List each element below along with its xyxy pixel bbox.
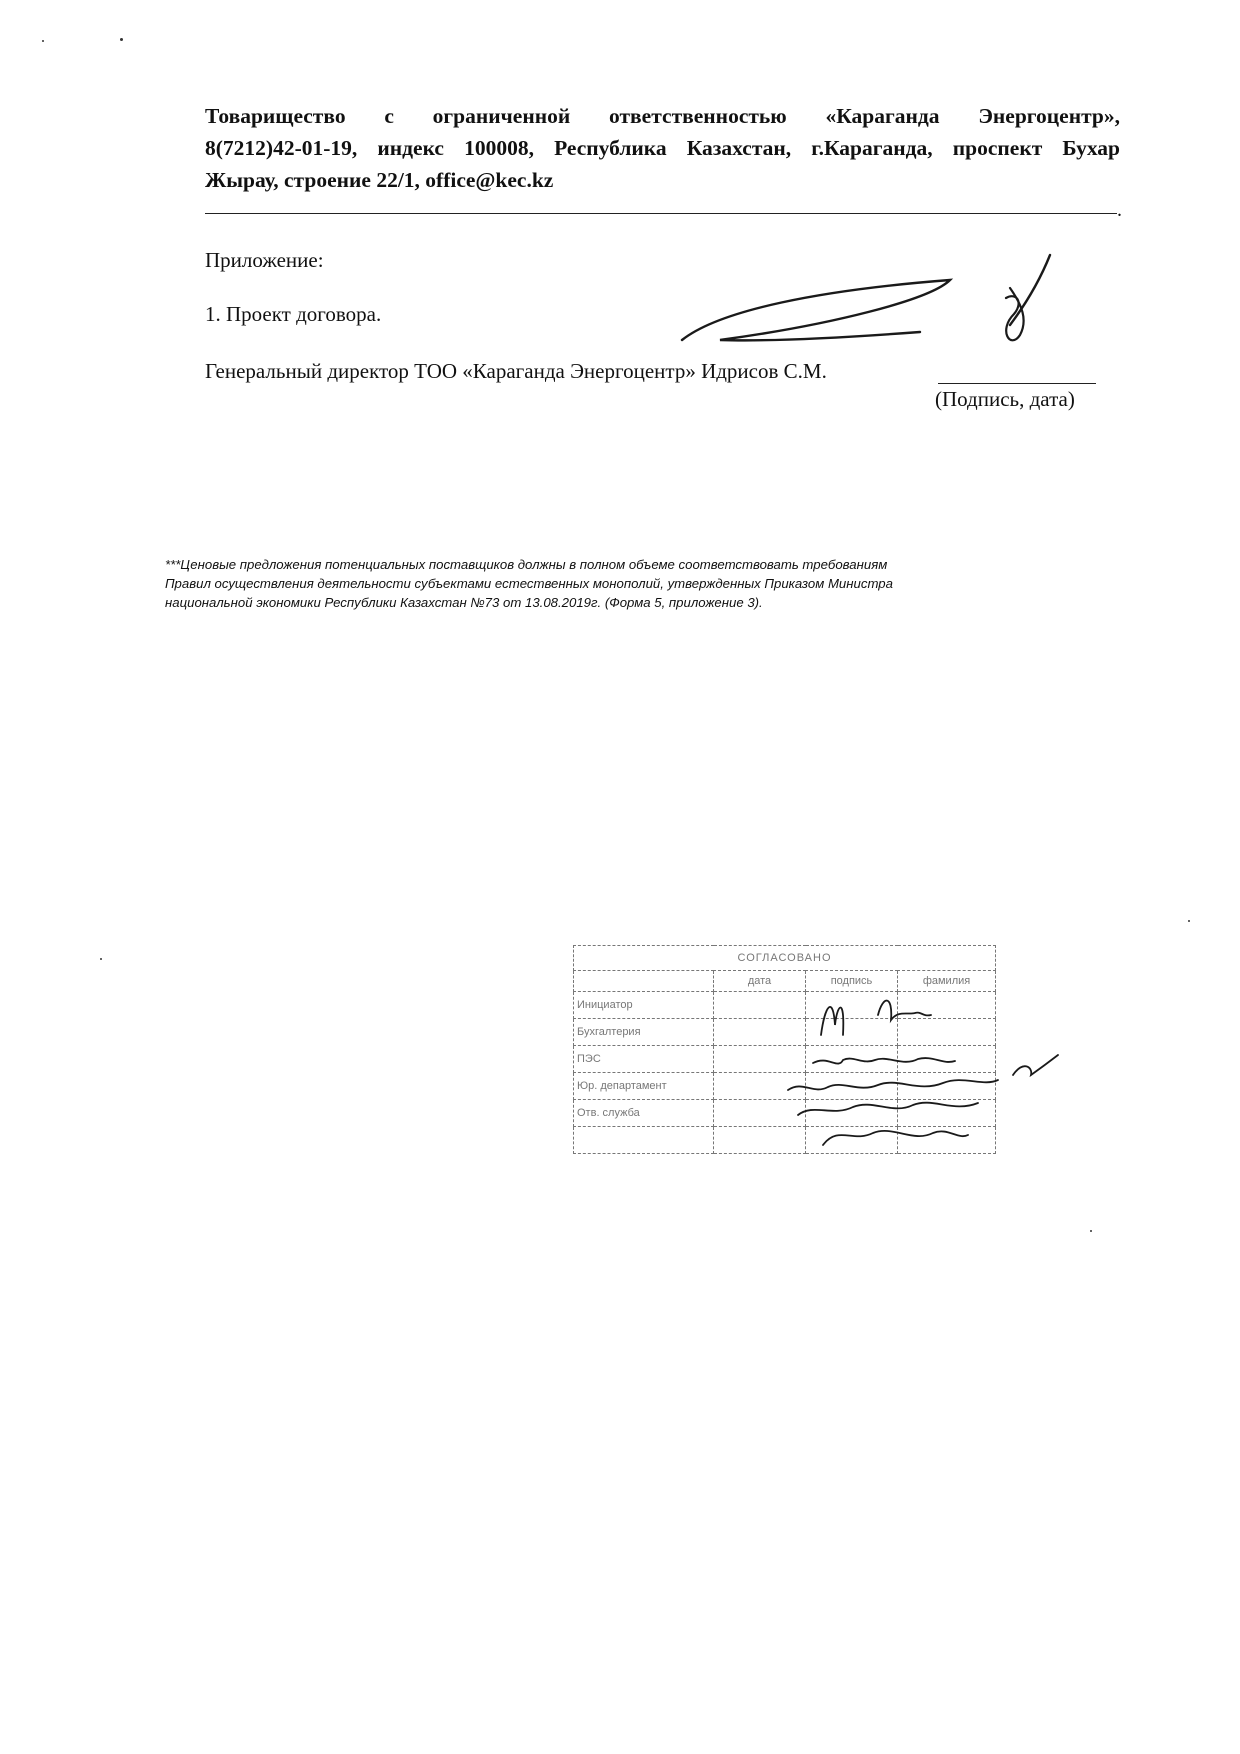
annex-title: Приложение:	[205, 248, 324, 272]
stamp-title: СОГЛАСОВАНО	[574, 946, 996, 971]
scan-speck	[120, 38, 123, 41]
stamp-row	[574, 1073, 996, 1100]
stamp-row	[574, 1019, 996, 1046]
header-line-3: Жырау, строение 22/1, office@kec.kz	[205, 168, 554, 192]
stamp-row-label: Инициатор	[574, 992, 714, 1019]
footnote-line-1: ***Ценовые предложения потенциальных поставщиков должны в полном объеме соответствовать требованиям	[165, 557, 888, 572]
scan-speck	[1188, 920, 1190, 922]
scan-speck	[42, 40, 44, 42]
annex-item-1: 1. Проект договора.	[205, 302, 382, 326]
signature-blank-line	[938, 383, 1096, 384]
stamp-row-label: Бухгалтерия	[574, 1019, 714, 1046]
footnote-line-3: национальной экономики Республики Казахстан №73 от 13.08.2019г. (Форма 5, приложение 3).	[165, 595, 763, 610]
scan-speck	[1090, 1230, 1092, 1232]
director-signature	[680, 250, 1070, 360]
footnote-line-2: Правил осуществления деятельности субъектами естественных монополий, утвержденных Приказом Министра	[165, 576, 893, 591]
footnote	[165, 555, 1095, 612]
stamp-row-label: ПЭС	[574, 1046, 714, 1073]
company-header	[205, 100, 1120, 196]
header-line-1: Товарищество с ограниченной ответственностью «Караганда Энергоцентр»,	[205, 104, 1120, 128]
stamp-header-blank	[574, 971, 714, 992]
stamp-row	[574, 992, 996, 1019]
stamp-row-label: Юр. департамент	[574, 1073, 714, 1100]
stamp-header-date: дата	[714, 971, 806, 992]
signature-caption: (Подпись, дата)	[935, 387, 1075, 411]
stamp-row	[574, 1100, 996, 1127]
stamp-header-signature: подпись	[806, 971, 898, 992]
stamp-row	[574, 1046, 996, 1073]
approval-stamp	[573, 945, 995, 1155]
scan-speck	[100, 958, 102, 960]
director-line: Генеральный директор ТОО «Караганда Энергоцентр» Идрисов С.М.	[205, 359, 827, 383]
stamp-row-label: Отв. служба	[574, 1100, 714, 1127]
header-rule	[205, 213, 1117, 214]
rule-end-dot: .	[1117, 199, 1122, 221]
stamp-header-surname: фамилия	[898, 971, 996, 992]
approval-table	[573, 945, 996, 1154]
header-line-2: 8(7212)42-01-19, индекс 100008, Республика Казахстан, г.Караганда, проспект Бухар	[205, 136, 1120, 160]
